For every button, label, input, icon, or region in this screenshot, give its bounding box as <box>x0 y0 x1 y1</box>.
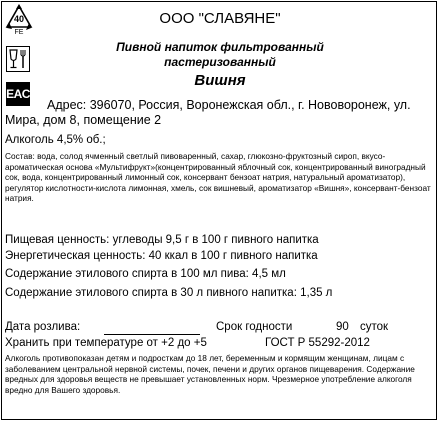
ethanol-100ml: Содержание этилового спирта в 100 мл пива: 4,5 мл <box>5 268 286 280</box>
eac-mark: EAC <box>6 82 30 106</box>
storage-conditions: Хранить при температуре от +2 до +5 <box>5 337 207 349</box>
address-line2: Мира, дом 8, помещение 2 <box>5 113 162 127</box>
shelf-life-unit: суток <box>360 321 389 333</box>
glass-fork-icon <box>6 46 30 72</box>
nutrition-energy: Энергетическая ценность: 40 ккал в 100 г пивного напитка <box>5 250 318 262</box>
product-name-line1: Пивной напиток фильтрованный <box>116 40 324 54</box>
health-warning: Алкоголь противопоказан детям и подросткам до 18 лет, беременным и кормящим женщинам, лицам с заболеванием центральной нервной системы, почек, печени и других органов пищеварения. Содержание вредных для здоровья веществ не превышает установленных норм. Чрезмерное употребление алкоголя вредно для Вашего здоровья. <box>5 353 415 395</box>
alcohol-content: Алкоголь 4,5% об.; <box>5 134 106 146</box>
company-name: ООО "СЛАВЯНЕ" <box>159 10 281 27</box>
recycle-number: 40 <box>13 14 24 24</box>
recycle-code: FE <box>14 29 24 36</box>
bottling-date-line <box>104 334 200 335</box>
shelf-life-value: 90 <box>336 321 349 333</box>
product-name-line2: пастеризованный <box>164 55 276 69</box>
shelf-life-label: Срок годности <box>216 321 293 333</box>
bottling-date-label: Дата розлива: <box>5 321 81 333</box>
composition-text: Состав: вода, солод ячменный светлый пивоваренный, сахар, глюкозно-фруктозный сироп, вкусо-ароматическая основа «Мультифрукт»(концентрированный яблочный сок, концентрированный виноградный сок, вода, концентрированный лимонный сок, консервант бензоат натрия, натуральный ароматизатор), регулятор кислотности-кислота лимонная, хмель, сок вишневый, ароматизатор «Вишня», консервант-бензоат натрия. <box>5 151 431 204</box>
address-line1: Адрес: 396070, Россия, Воронежская обл., г. Нововоронеж, ул. <box>47 98 411 112</box>
product-flavor: Вишня <box>194 72 246 89</box>
standard-code: ГОСТ Р 55292-2012 <box>265 337 370 349</box>
ethanol-30l: Содержание этилового спирта в 30 л пивного напитка: 1,35 л <box>5 287 333 299</box>
nutrition-carbs: Пищевая ценность: углеводы 9,5 г в 100 г пивного напитка <box>5 234 319 246</box>
